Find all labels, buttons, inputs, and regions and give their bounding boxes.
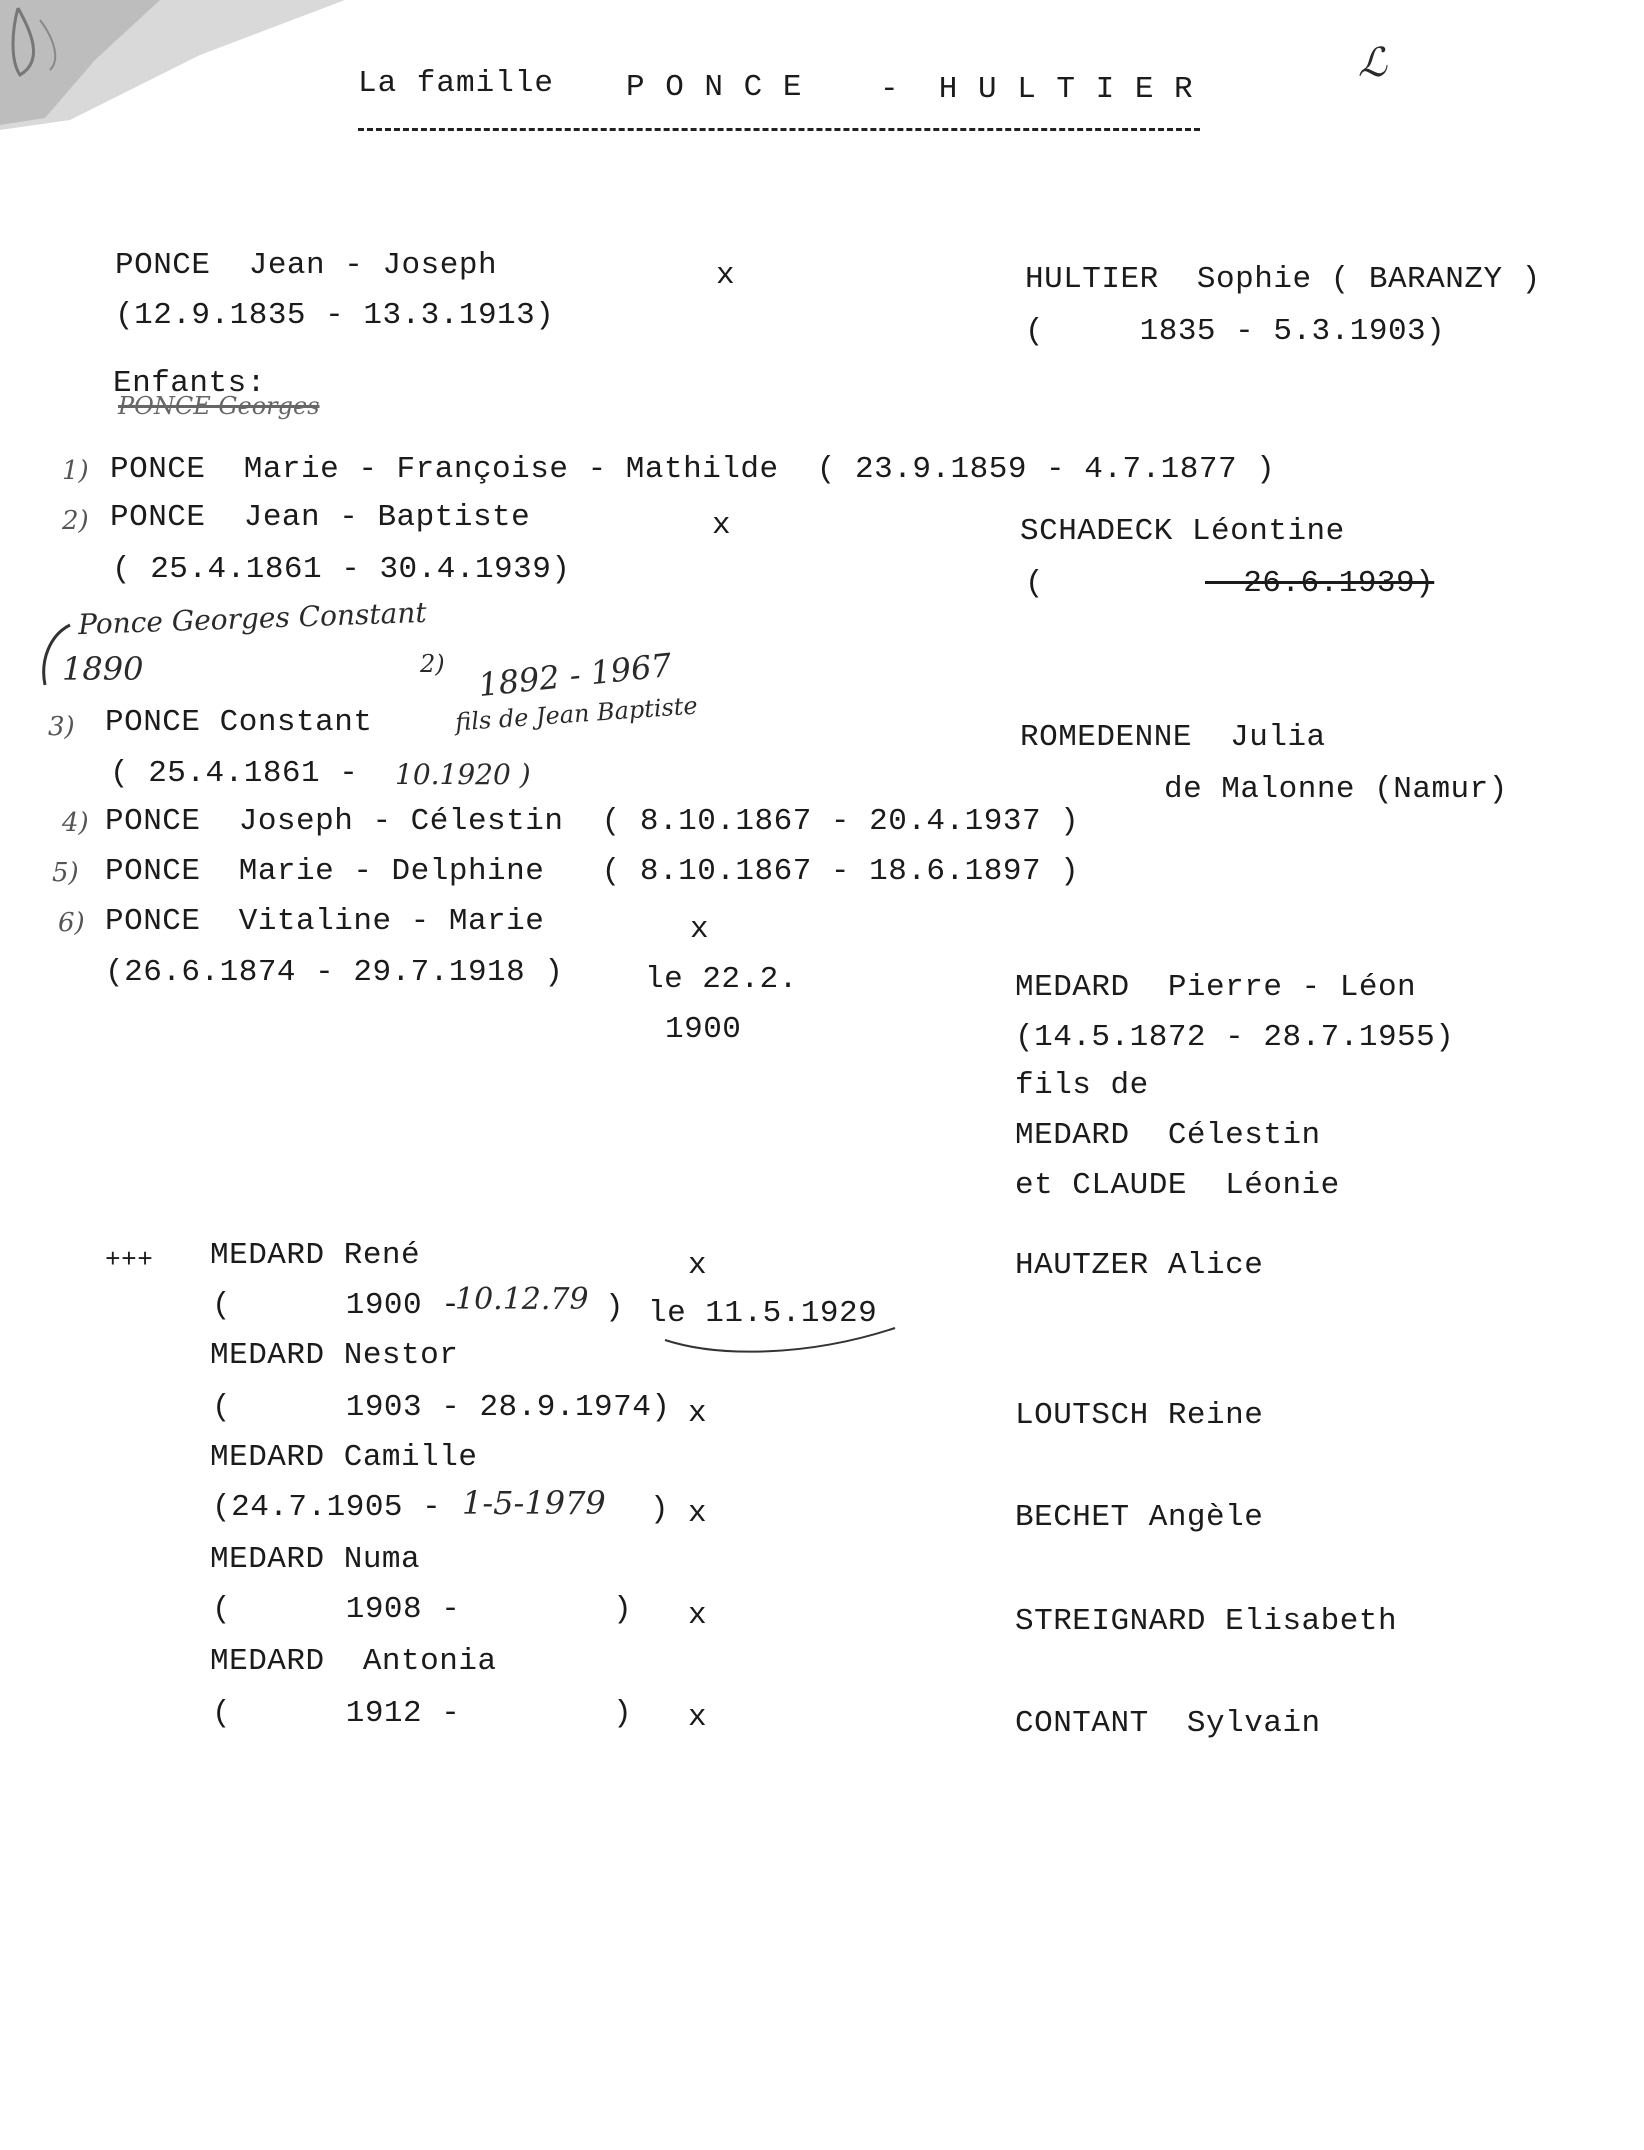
spouse-name: HAUTZER Alice	[1015, 1248, 1264, 1283]
child-line: PONCE Vitaline - Marie	[105, 904, 545, 939]
spouse-name: MEDARD Pierre - Léon	[1015, 970, 1417, 1005]
child-number: 4)	[62, 808, 89, 838]
child-dates: ( 25.4.1861 - 30.4.1939)	[112, 552, 571, 587]
grandchild-name: MEDARD René	[210, 1238, 421, 1273]
marriage-underline	[660, 1320, 900, 1360]
husband-dates: (12.9.1835 - 13.3.1913)	[115, 298, 555, 333]
title-ponce: P O N C E	[626, 70, 803, 105]
spouse-dates-open: (	[1025, 566, 1045, 601]
grandchild-dates: ( 1900 -	[212, 1288, 480, 1323]
spouse-name: STREIGNARD Elisabeth	[1015, 1604, 1398, 1639]
grandchild-dates-close: )	[650, 1492, 670, 1527]
husband-name: PONCE Jean - Joseph	[115, 248, 498, 283]
marriage-x: x	[690, 912, 710, 947]
child-dates: (26.6.1874 - 29.7.1918 )	[105, 955, 564, 990]
spouse-name: LOUTSCH Reine	[1015, 1398, 1264, 1433]
grandchild-dates: ( 1903 - 28.9.1974)	[212, 1390, 671, 1425]
marriage-x: x	[688, 1496, 708, 1531]
grandchild-dates-close: )	[605, 1290, 625, 1325]
child-line: PONCE Jean - Baptiste	[110, 500, 531, 535]
handwritten-emile-dates: 1892 - 1967	[476, 645, 674, 705]
spouse-dates: - 26.6.1939)	[1205, 566, 1435, 601]
grandchild-dates-handwritten: 1-5-1979	[462, 1484, 606, 1522]
spouse-name: ROMEDENNE Julia	[1020, 720, 1326, 755]
marriage-x: x	[688, 1598, 708, 1633]
title-underline	[358, 128, 1200, 131]
child-line: PONCE Marie - Delphine ( 8.10.1867 - 18.6.1897 )	[105, 854, 1080, 889]
child-dates-handwritten: 10.1920 )	[395, 758, 531, 791]
folded-corner-shadow	[0, 0, 360, 160]
wife-name: HULTIER Sophie ( BARANZY )	[1025, 262, 1541, 297]
child-number: 6)	[58, 908, 85, 938]
child-number: 2)	[62, 506, 89, 536]
handwritten-fils: fils de Jean Baptiste	[454, 691, 699, 737]
marriage-x: x	[688, 1248, 708, 1283]
spouse-parent-line: et CLAUDE Léonie	[1015, 1168, 1340, 1203]
child-number: 5)	[52, 858, 79, 888]
spouse-parent-line: MEDARD Célestin	[1015, 1118, 1321, 1153]
marriage-date: le 22.2.	[645, 962, 798, 997]
marriage-x: x	[688, 1396, 708, 1431]
child-number: 1)	[62, 456, 89, 486]
corner-mark: ℒ	[1358, 40, 1387, 86]
grandchild-dates: ( 1908 - )	[212, 1592, 633, 1627]
grandchild-name: MEDARD Numa	[210, 1542, 421, 1577]
marriage-date: le 11.5.1929	[648, 1296, 878, 1331]
child-dates: ( 25.4.1861 -	[110, 756, 378, 791]
handwritten-georges: Ponce Georges Constant	[77, 595, 428, 642]
spouse-name: CONTANT Sylvain	[1015, 1706, 1321, 1741]
enfants-label: Enfants:	[113, 366, 266, 401]
handwritten-bracket	[30, 620, 80, 690]
handwritten-georges-year: 1890	[62, 650, 144, 688]
marriage-year: 1900	[665, 1012, 742, 1047]
spouse-name: BECHET Angèle	[1015, 1500, 1264, 1535]
grandchild-dates: ( 1912 - )	[212, 1696, 633, 1731]
grandchild-name: MEDARD Camille	[210, 1440, 478, 1475]
grandchild-dates: (24.7.1905 -	[212, 1490, 442, 1525]
marriage-x: x	[688, 1700, 708, 1735]
grandchild-name: MEDARD Nestor	[210, 1338, 459, 1373]
child-number: 3)	[48, 712, 75, 742]
grandchild-dates-handwritten: 10.12.79	[455, 1282, 589, 1317]
handwritten-emile-number: 2)	[420, 650, 445, 678]
marriage-x: x	[716, 258, 736, 293]
child-line: PONCE Marie - Françoise - Mathilde ( 23.9.1859 - 4.7.1877 )	[110, 452, 1276, 487]
spouse-dates: (14.5.1872 - 28.7.1955)	[1015, 1020, 1455, 1055]
spouse-origin: de Malonne (Namur)	[1164, 772, 1508, 807]
title-hultier: - H U L T I E R	[880, 72, 1194, 107]
child-line: PONCE Joseph - Célestin ( 8.10.1867 - 20.4.1937 )	[105, 804, 1080, 839]
grandchild-name: MEDARD Antonia	[210, 1644, 497, 1679]
grandchild-mark: +++	[105, 1245, 154, 1275]
wife-dates: ( 1835 - 5.3.1903)	[1025, 314, 1446, 349]
child-line: PONCE Constant	[105, 705, 373, 740]
spouse-parent-line: fils de	[1015, 1068, 1149, 1103]
spouse-name: SCHADECK Léontine	[1020, 514, 1345, 549]
title-left: La famille	[358, 66, 555, 101]
marriage-x: x	[712, 508, 732, 543]
struck-name: PONCE Georges	[118, 392, 320, 420]
